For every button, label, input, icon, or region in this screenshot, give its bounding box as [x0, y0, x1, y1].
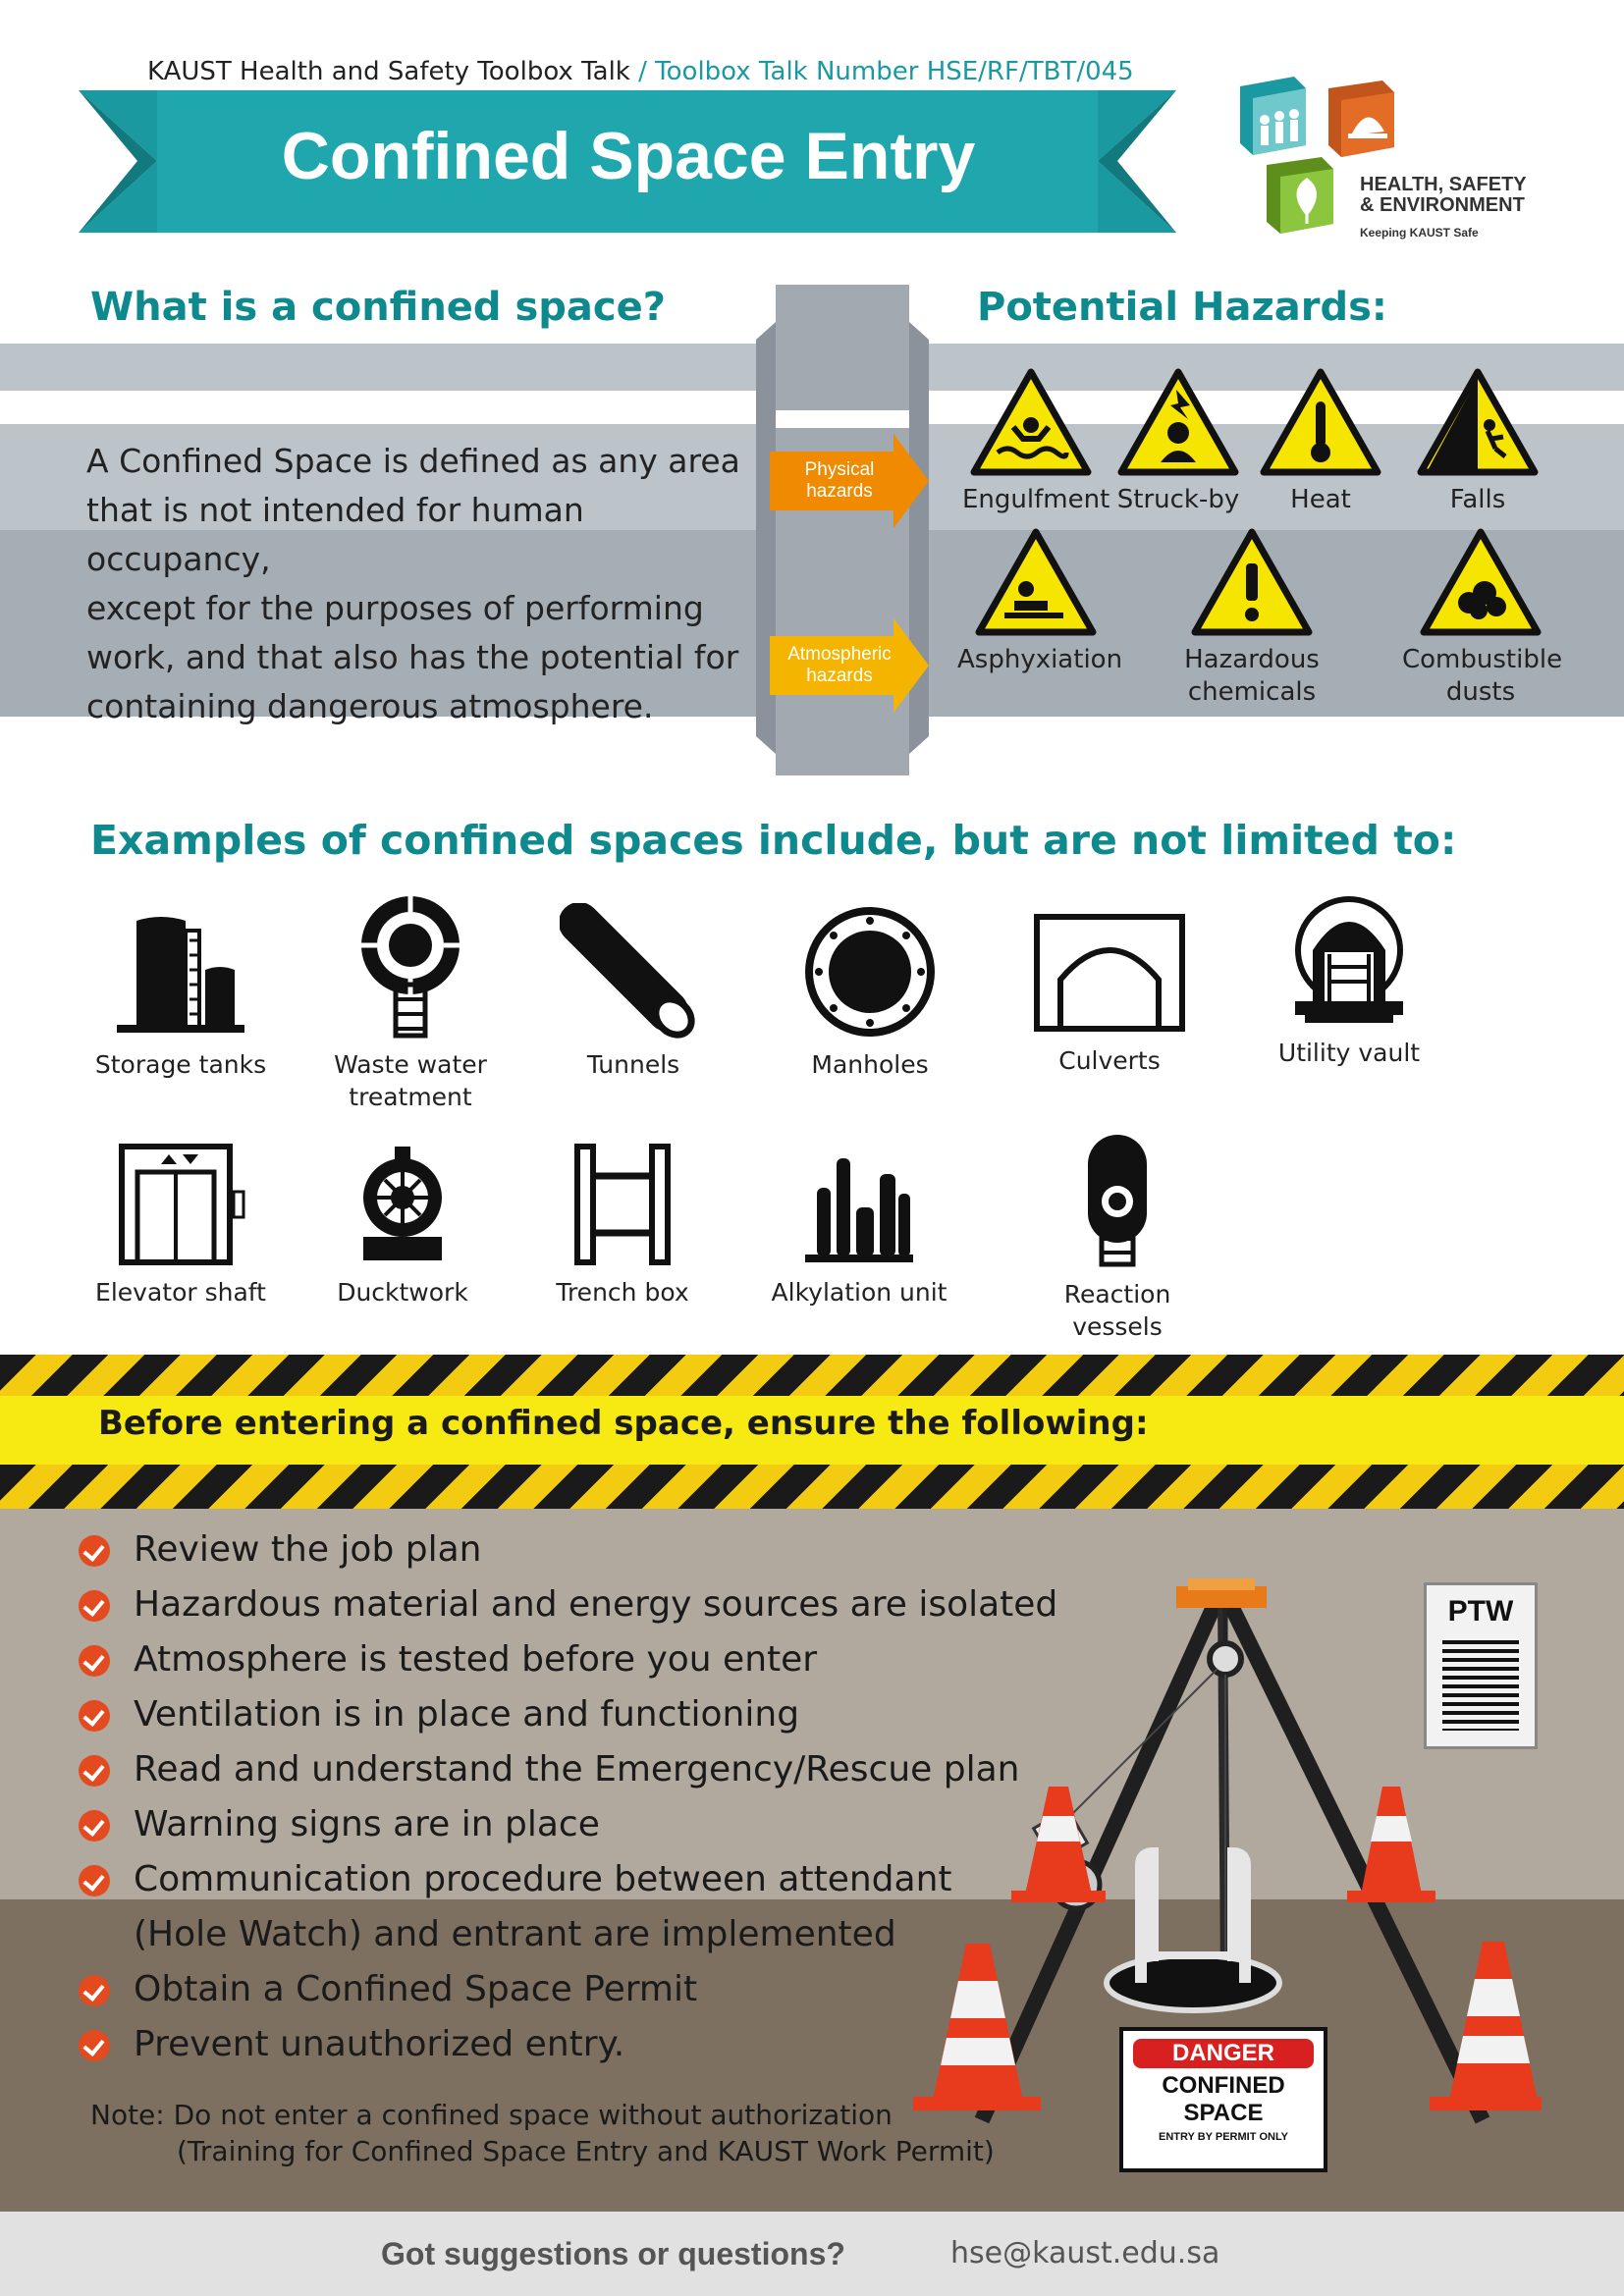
hazard-label: Asphyxiation [957, 645, 1123, 674]
engulfment-icon [970, 368, 1092, 476]
ptw-text-lines [1442, 1640, 1519, 1731]
check-icon [79, 2030, 110, 2061]
example-label: Manholes [811, 1050, 929, 1079]
manhole-icon [803, 905, 937, 1039]
example-trench-box [524, 1143, 721, 1308]
caution-stripe-top [0, 1355, 1624, 1396]
check-icon [79, 1975, 110, 2006]
exclamation-icon [1191, 528, 1313, 636]
sign-line1: CONFINED [1162, 2072, 1285, 2099]
example-label-line: treatment [349, 1083, 472, 1111]
logo-tagline: Keeping KAUST Safe [1360, 226, 1479, 240]
struck-by-icon [1117, 368, 1239, 476]
example-label: Reaction vessels [1063, 1280, 1171, 1341]
trench-box-icon [564, 1143, 681, 1266]
check-icon [79, 1810, 110, 1842]
example-label: Storage tanks [94, 1050, 267, 1079]
checklist-text: Prevent unauthorized entry. [134, 2024, 625, 2064]
hazard-struck-by [1110, 368, 1247, 516]
definition-line: except for the purposes of performing [86, 589, 704, 627]
falling-person-icon [1417, 368, 1539, 476]
checklist-text: (Hole Watch) and entrant are implemented [134, 1914, 896, 1954]
storage-tank-icon [107, 911, 254, 1039]
checklist-text: Review the job plan [134, 1529, 482, 1570]
examples-heading: Examples of confined spaces include, but are not limited to: [90, 817, 1457, 864]
waste-water-icon [337, 891, 484, 1039]
dust-pile-icon [1420, 528, 1542, 636]
toolbox-reference: / Toolbox Talk Number HSE/RF/TBT/045 [629, 57, 1134, 86]
checklist-heading: Before entering a confined space, ensure the following: [98, 1404, 1149, 1443]
sign-line2: SPACE [1183, 2100, 1264, 2126]
example-elevator-shaft [82, 1143, 279, 1308]
example-utility-vault [1251, 893, 1447, 1069]
authorization-note-detail: (Training for Confined Space Entry and KAUST Work Permit) [177, 2135, 995, 2167]
checklist-text: Ventilation is in place and functioning [134, 1694, 800, 1735]
logo-helmet-cube [1328, 80, 1394, 157]
check-icon [79, 1755, 110, 1787]
example-reaction-vessels [1019, 1131, 1216, 1343]
logo-line1: HEALTH, SAFETY [1360, 174, 1527, 195]
logo-line2: & ENVIRONMENT [1360, 194, 1525, 216]
hazard-label [1402, 644, 1563, 709]
hazard-label-line: Combustible [1402, 645, 1563, 674]
logo-wordmark [1360, 175, 1527, 216]
toolbox-header [147, 57, 1134, 86]
hazard-chemicals [1173, 528, 1330, 709]
example-label: Alkylation unit [771, 1278, 947, 1307]
tunnel-pipe-icon [560, 903, 707, 1039]
utility-vault-icon [1275, 893, 1423, 1027]
checklist-text: Communication procedure between attendant [134, 1859, 952, 1899]
alkylation-unit-icon [795, 1139, 923, 1266]
definition-line: A Confined Space is defined as any area [86, 442, 740, 480]
footer-email-link[interactable]: hse@kaust.edu.sa [950, 2236, 1220, 2270]
check-icon [79, 1535, 110, 1567]
hazard-label-line: chemicals [1187, 677, 1317, 707]
hazard-label: Heat [1290, 485, 1351, 514]
hse-logo [1235, 77, 1589, 243]
hazard-asphyxiation [957, 528, 1123, 676]
ductwork-icon [334, 1139, 471, 1266]
example-ductwork [304, 1139, 501, 1308]
example-storage-tanks [82, 911, 279, 1081]
hazard-label-line: dusts [1445, 677, 1516, 707]
checklist-text: Warning signs are in place [134, 1804, 600, 1844]
arrow-text: hazards [806, 666, 873, 686]
ptw-document-icon [1424, 1582, 1538, 1749]
hazard-label [1173, 644, 1330, 709]
page-title: Confined Space Entry [281, 119, 976, 193]
danger-label: DANGER [1133, 2039, 1314, 2068]
org-title: KAUST Health and Safety Toolbox Talk [147, 57, 630, 86]
hazard-label: Falls [1449, 485, 1506, 514]
reaction-vessel-icon [1058, 1131, 1176, 1268]
elevator-icon [112, 1143, 249, 1266]
check-icon [79, 1700, 110, 1732]
hazard-label: Struck-by [1116, 485, 1240, 514]
check-icon [79, 1645, 110, 1677]
hazard-label-line: Hazardous [1184, 645, 1320, 674]
example-label: Ducktwork [337, 1278, 468, 1307]
check-icon [79, 1865, 110, 1896]
danger-sign [1119, 2027, 1327, 2172]
example-label: Utility vault [1277, 1039, 1421, 1067]
caution-stripe-bottom [0, 1465, 1624, 1509]
physical-hazards-label [776, 459, 903, 503]
hazard-falls [1409, 368, 1546, 516]
definition-line: that is not intended for human occupancy, [86, 491, 584, 578]
example-culverts [1011, 911, 1208, 1077]
example-label: Elevator shaft [95, 1278, 266, 1307]
footer-question: Got suggestions or questions? [381, 2236, 845, 2271]
atmospheric-hazards-label [776, 644, 903, 687]
checklist-text: Hazardous material and energy sources are isolated [134, 1584, 1058, 1625]
definition-text [86, 437, 754, 731]
example-tunnels [535, 903, 731, 1081]
arrow-text: hazards [806, 481, 873, 502]
traffic-cone-front-right [1430, 1942, 1542, 2110]
asphyxiation-icon [975, 528, 1097, 636]
definition-heading: What is a confined space? [90, 285, 666, 330]
example-label-line: Waste water [334, 1050, 487, 1079]
example-alkylation-unit [761, 1139, 957, 1308]
thermometer-icon [1260, 368, 1381, 476]
arrow-text: Physical [804, 459, 875, 480]
example-label: Tunnels [586, 1050, 680, 1079]
hazards-heading: Potential Hazards: [977, 285, 1387, 330]
definition-line: work, and that also has the potential for [86, 638, 739, 676]
hazard-label: Engulfment [962, 485, 1110, 514]
checklist-text: Read and understand the Emergency/Rescue plan [134, 1749, 1020, 1789]
example-label [312, 1048, 509, 1113]
hazard-heat [1252, 368, 1389, 516]
checklist-text: Obtain a Confined Space Permit [134, 1969, 698, 2009]
pipe-graphic [756, 285, 929, 775]
example-label: Culverts [1058, 1046, 1161, 1075]
arrow-text: Atmospheric [787, 644, 892, 665]
checklist-text: Atmosphere is tested before you enter [134, 1639, 818, 1680]
example-manholes [772, 905, 968, 1081]
definition-line: containing dangerous atmosphere. [86, 687, 654, 725]
hazard-engulfment [962, 368, 1110, 516]
example-label: Trench box [556, 1278, 689, 1307]
culvert-icon [1031, 911, 1188, 1035]
hazard-dusts [1402, 528, 1563, 709]
logo-people-cube [1240, 77, 1306, 155]
sign-line3: ENTRY BY PERMIT ONLY [1158, 2131, 1289, 2143]
check-icon [79, 1590, 110, 1622]
logo-leaf-cube [1267, 157, 1333, 234]
example-waste-water [312, 891, 509, 1113]
authorization-note: Note: Do not enter a confined space without authorization [90, 2099, 893, 2131]
ptw-label: PTW [1447, 1595, 1514, 1628]
